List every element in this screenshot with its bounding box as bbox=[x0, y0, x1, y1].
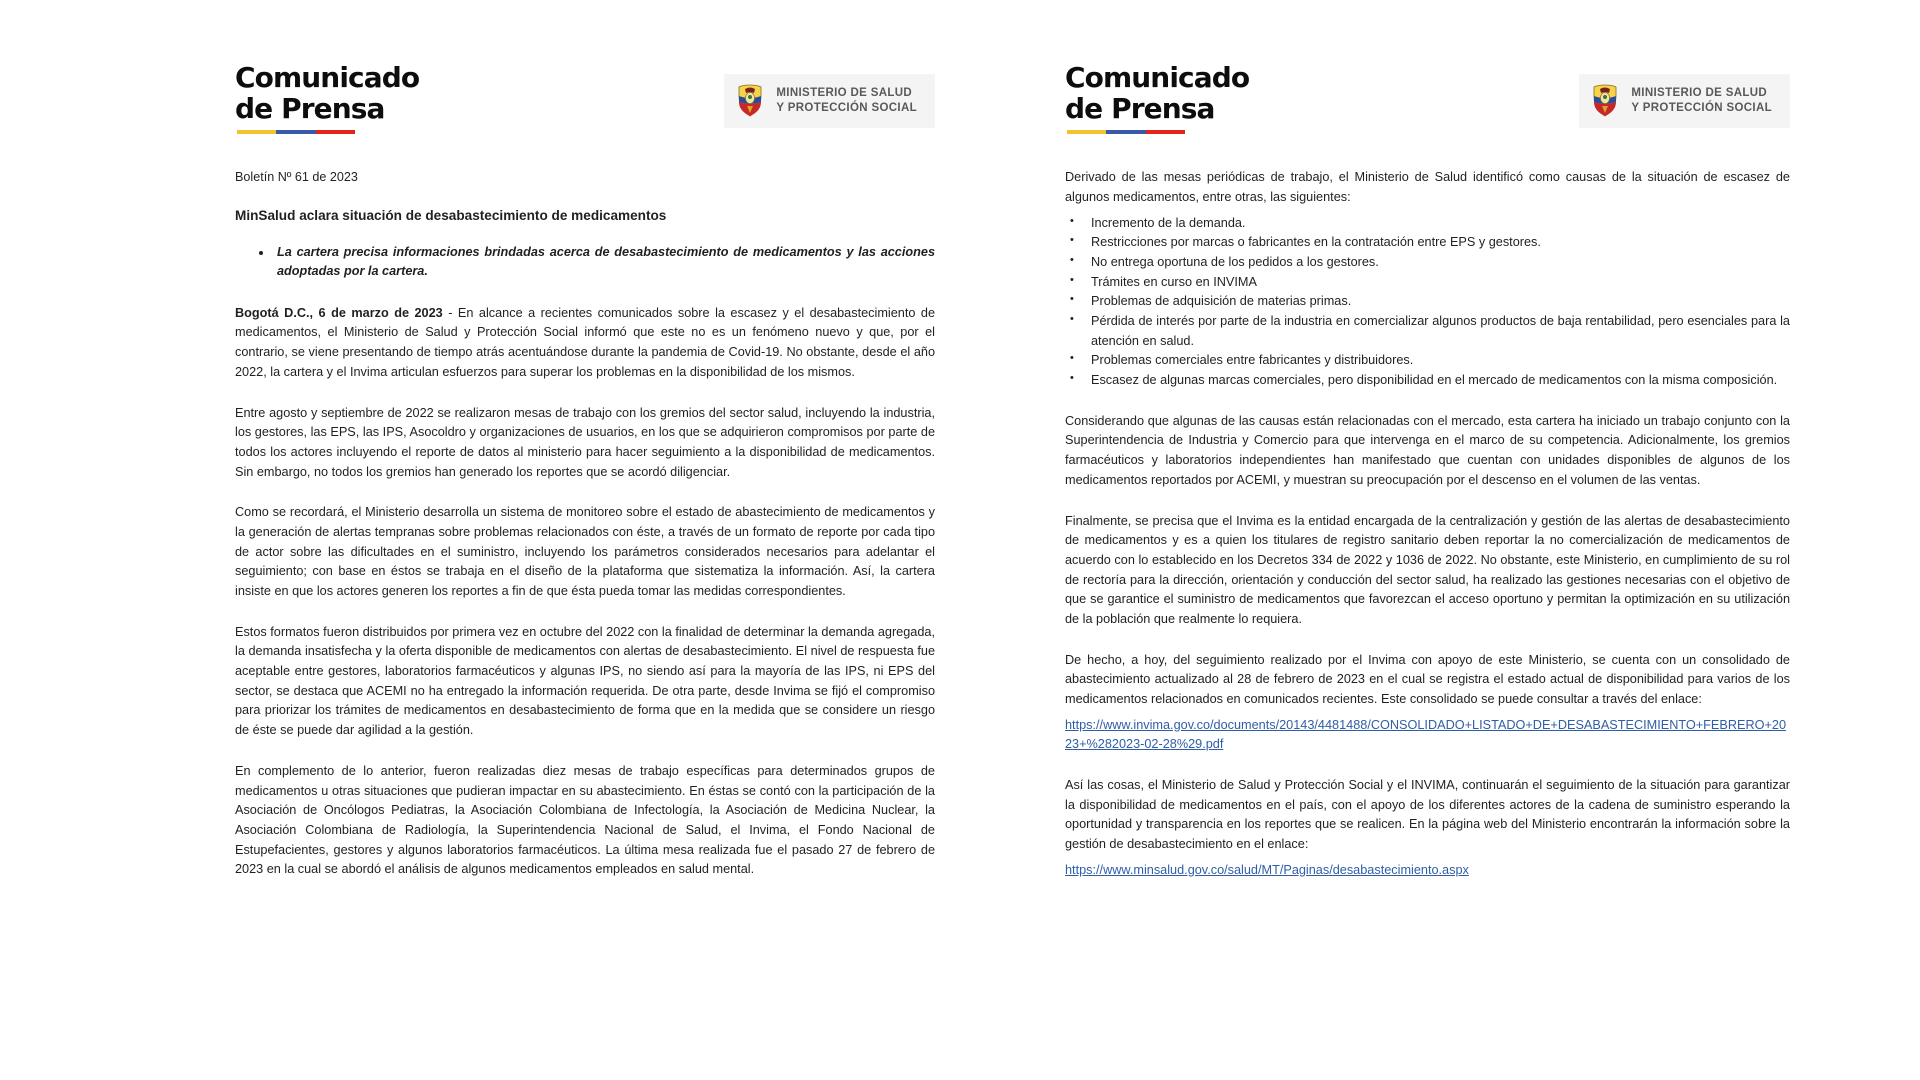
lede-bullet-list bbox=[235, 243, 935, 282]
ministry-line-1: MINISTERIO DE SALUD bbox=[1631, 87, 1768, 100]
right-page-body bbox=[1065, 168, 1790, 880]
colombia-flag-rule bbox=[1067, 130, 1185, 135]
minsalud-desabastecimiento-link[interactable]: https://www.minsalud.gov.co/salud/MT/Paginas/desabastecimiento.aspx bbox=[1065, 862, 1469, 877]
list-item: • Incremento de la demanda. bbox=[1065, 214, 1790, 234]
lead-paragraph bbox=[235, 304, 935, 383]
lead-paragraph-text: - En alcance a recientes comunicados sobre la escasez y el desabastecimiento de medicamentos, el Ministerio de Salud y Protección Social informó que este no es un fenómeno nuevo y que, por el contrario, se viene presentando de tiempo atrás acentuándose durante la pandemia de Covid-19. No obstante, desde el año 2022, la cartera y el Invima articulan esfuerzos para superar los problemas en la disponibilidad de los mismos. bbox=[235, 305, 935, 379]
colombia-coat-of-arms-icon bbox=[736, 84, 764, 118]
list-item: • Restricciones por marcas o fabricantes en la contratación entre EPS y gestores. bbox=[1065, 233, 1790, 253]
brand-line-1: Comunicado bbox=[235, 61, 420, 94]
closing-paragraph: Así las cosas, el Ministerio de Salud y Protección Social y el INVIMA, continuarán el seguimiento de la situación para garantizar la disponibilidad de medicamentos en el país, con el apoyo de los diferentes actores de la cadena de suministro esperando la oportunidad y transparencia en los reportes que se realicen. En la página web del Ministerio encontrarán la información sobre la gestión de desabastecimiento en el enlace: bbox=[1065, 778, 1790, 852]
masthead-right bbox=[1065, 62, 1790, 134]
paragraph: Estos formatos fueron distribuidos por primera vez en octubre del 2022 con la finalidad de determinar la demanda agregada, la demanda insatisfecha y la oferta disponible de medicamentos con alertas de desabastecimiento. El nivel de respuesta fue aceptable entre gestores, laboratorios farmacéuticos y algunas IPS, no siendo así para la mayoría de las IPS, ni EPS del sector, se destaca que ACEMI no ha entregado la información requerida. De otra parte, desde Invima se fijó el compromiso para priorizar los trámites de medicamentos en desabastecimiento de forma que en la medida que se considere un riesgo de éste se puede dar agilidad a la gestión. bbox=[235, 624, 935, 738]
colombia-coat-of-arms-icon bbox=[1591, 84, 1619, 118]
ministry-logo-block bbox=[724, 74, 935, 128]
ministry-line-1: MINISTERIO DE SALUD bbox=[776, 87, 913, 100]
comunicado-de-prensa-logo bbox=[235, 62, 419, 134]
consolidated-paragraph: De hecho, a hoy, del seguimiento realizado por el Invima con apoyo de este Ministerio, se cuenta con un consolidado de abastecimiento actualizado al 28 de febrero de 2023 en el cual se registra el estado actual de disponibilidad para varios de los medicamentos relacionados en comunicados recientes. Este consolidado se puede consultar a través del enlace: bbox=[1065, 652, 1790, 707]
brand-line-2: de Prensa bbox=[235, 92, 385, 126]
ministry-line-2: Y PROTECCIÓN SOCIAL bbox=[776, 102, 917, 114]
brand-line-1: Comunicado bbox=[1065, 61, 1250, 94]
paragraph: Considerando que algunas de las causas están relacionadas con el mercado, esta cartera ha iniciado un trabajo conjunto con la Superintendencia de Industria y Comercio para que intervenga en el marco de su competencia. Adicionalmente, los gremios farmacéuticos y laboratorios independientes han manifestado que cuentan con unidades disponibles de algunos de los medicamentos reportados por ACEMI, y muestran su preocupación por el descenso en el volumen de las ventas. bbox=[1065, 413, 1790, 487]
ministry-logo-block bbox=[1579, 74, 1790, 128]
colombia-flag-rule bbox=[237, 130, 355, 135]
ministry-name bbox=[1631, 86, 1772, 115]
list-item: • Pérdida de interés por parte de la industria en comercializar algunos productos de baja rentabilidad, pero esenciales para la atención en salud. bbox=[1065, 312, 1790, 351]
list-item: • Problemas de adquisición de materias primas. bbox=[1065, 292, 1790, 312]
left-page-body bbox=[235, 168, 935, 880]
list-item: • Trámites en curso en INVIMA bbox=[1065, 273, 1790, 293]
paragraph: Entre agosto y septiembre de 2022 se realizaron mesas de trabajo con los gremios del sector salud, incluyendo la industria, los gestores, las EPS, las IPS, Asocoldro y organizaciones de usuarios, en los que se adquirieron compromisos por parte de todos los actores incluyendo el reporte de datos al ministerio para hacer seguimiento a la disponibilidad de medicamentos. Sin embargo, no todos los gremios han generado los reportes que se acordó diligenciar. bbox=[235, 405, 935, 479]
bulletin-number: Boletín Nº 61 de 2023 bbox=[235, 170, 358, 185]
paragraph: Finalmente, se precisa que el Invima es la entidad encargada de la centralización y gestión de las alertas de desabastecimiento de medicamentos y es a quien los titulares de registro sanitario deben reportar la no comercialización de medicamentos de acuerdo con lo establecido en los Decretos 334 de 2022 y 1036 de 2022. No obstante, este Ministerio, en cumplimiento de su rol de rectoría para la dirección, orientación y conducción del sector salud, ha realizado las gestiones necesarias con el objetivo de que se garantice el suministro de medicamentos que favorezcan el acceso oportuno y permitan la optimización en su utilización de la población que realmente lo requiera. bbox=[1065, 513, 1790, 626]
list-item: • Escasez de algunas marcas comerciales, pero disponibilidad en el mercado de medicamentos con la misma composición. bbox=[1065, 371, 1790, 391]
ministry-line-2: Y PROTECCIÓN SOCIAL bbox=[1631, 102, 1772, 114]
list-item: • No entrega oportuna de los pedidos a los gestores. bbox=[1065, 253, 1790, 273]
ministry-name bbox=[776, 86, 917, 115]
page-right bbox=[1020, 0, 1850, 1080]
invima-consolidated-link[interactable]: https://www.invima.gov.co/documents/20143/4481488/CONSOLIDADO+LISTADO+DE+DESABASTECIMIENTO+FEBRERO+2023+%282023-02-28%29.pdf bbox=[1065, 717, 1787, 752]
comunicado-de-prensa-logo bbox=[1065, 62, 1249, 134]
dateline: Bogotá D.C., 6 de marzo de 2023 bbox=[235, 305, 443, 320]
page-title: MinSalud aclara situación de desabastecimiento de medicamentos bbox=[235, 208, 667, 224]
causes-intro-paragraph: Derivado de las mesas periódicas de trabajo, el Ministerio de Salud identificó como causas de la situación de escasez de algunos medicamentos, entre otras, las siguientes: bbox=[1065, 170, 1790, 204]
paragraph: Como se recordará, el Ministerio desarrolla un sistema de monitoreo sobre el estado de abastecimiento de medicamentos y la generación de alertas tempranas sobre problemas relacionados con éste, a través de un formato de reporte por cada tipo de actor sobre las dificultades en el suministro, incluyendo los parámetros considerados necesarios para adelantar el seguimiento; con base en éstos se trabaja en el diseño de la plataforma que sistematiza la información. Así, la cartera insiste en que los actores generen los reportes a fin de que ésta pueda tomar las medidas correspondientes. bbox=[235, 505, 935, 599]
causes-list bbox=[1065, 214, 1790, 391]
masthead-left bbox=[235, 62, 935, 134]
consolidated-link-block bbox=[1065, 716, 1790, 755]
list-item: • La cartera precisa informaciones brindadas acerca de desabastecimiento de medicamentos y las acciones adoptadas por la cartera. bbox=[273, 243, 935, 282]
paragraph: En complemento de lo anterior, fueron realizadas diez mesas de trabajo específicas para determinados grupos de medicamentos u otras situaciones que pudieran impactar en su abastecimiento. En éstas se contó con la participación de la Asociación de Oncólogos Pediatras, la Asociación Colombiana de Infectología, la Asociación de Medicina Nuclear, la Asociación Colombiana de Radiología, la Superintendencia Nacional de Salud, el Invima, el Fondo Nacional de Estupefacientes, gestores y algunos laboratorios farmacéuticos. La última mesa realizada fue el pasado 27 de febrero de 2023 en la cual se abordó el análisis de algunos medicamentos empleados en salud mental. bbox=[235, 763, 935, 877]
list-item: • Problemas comerciales entre fabricantes y distribuidores. bbox=[1065, 351, 1790, 371]
closing-link-block bbox=[1065, 861, 1790, 881]
page-left bbox=[175, 0, 995, 1080]
brand-line-2: de Prensa bbox=[1065, 92, 1215, 126]
